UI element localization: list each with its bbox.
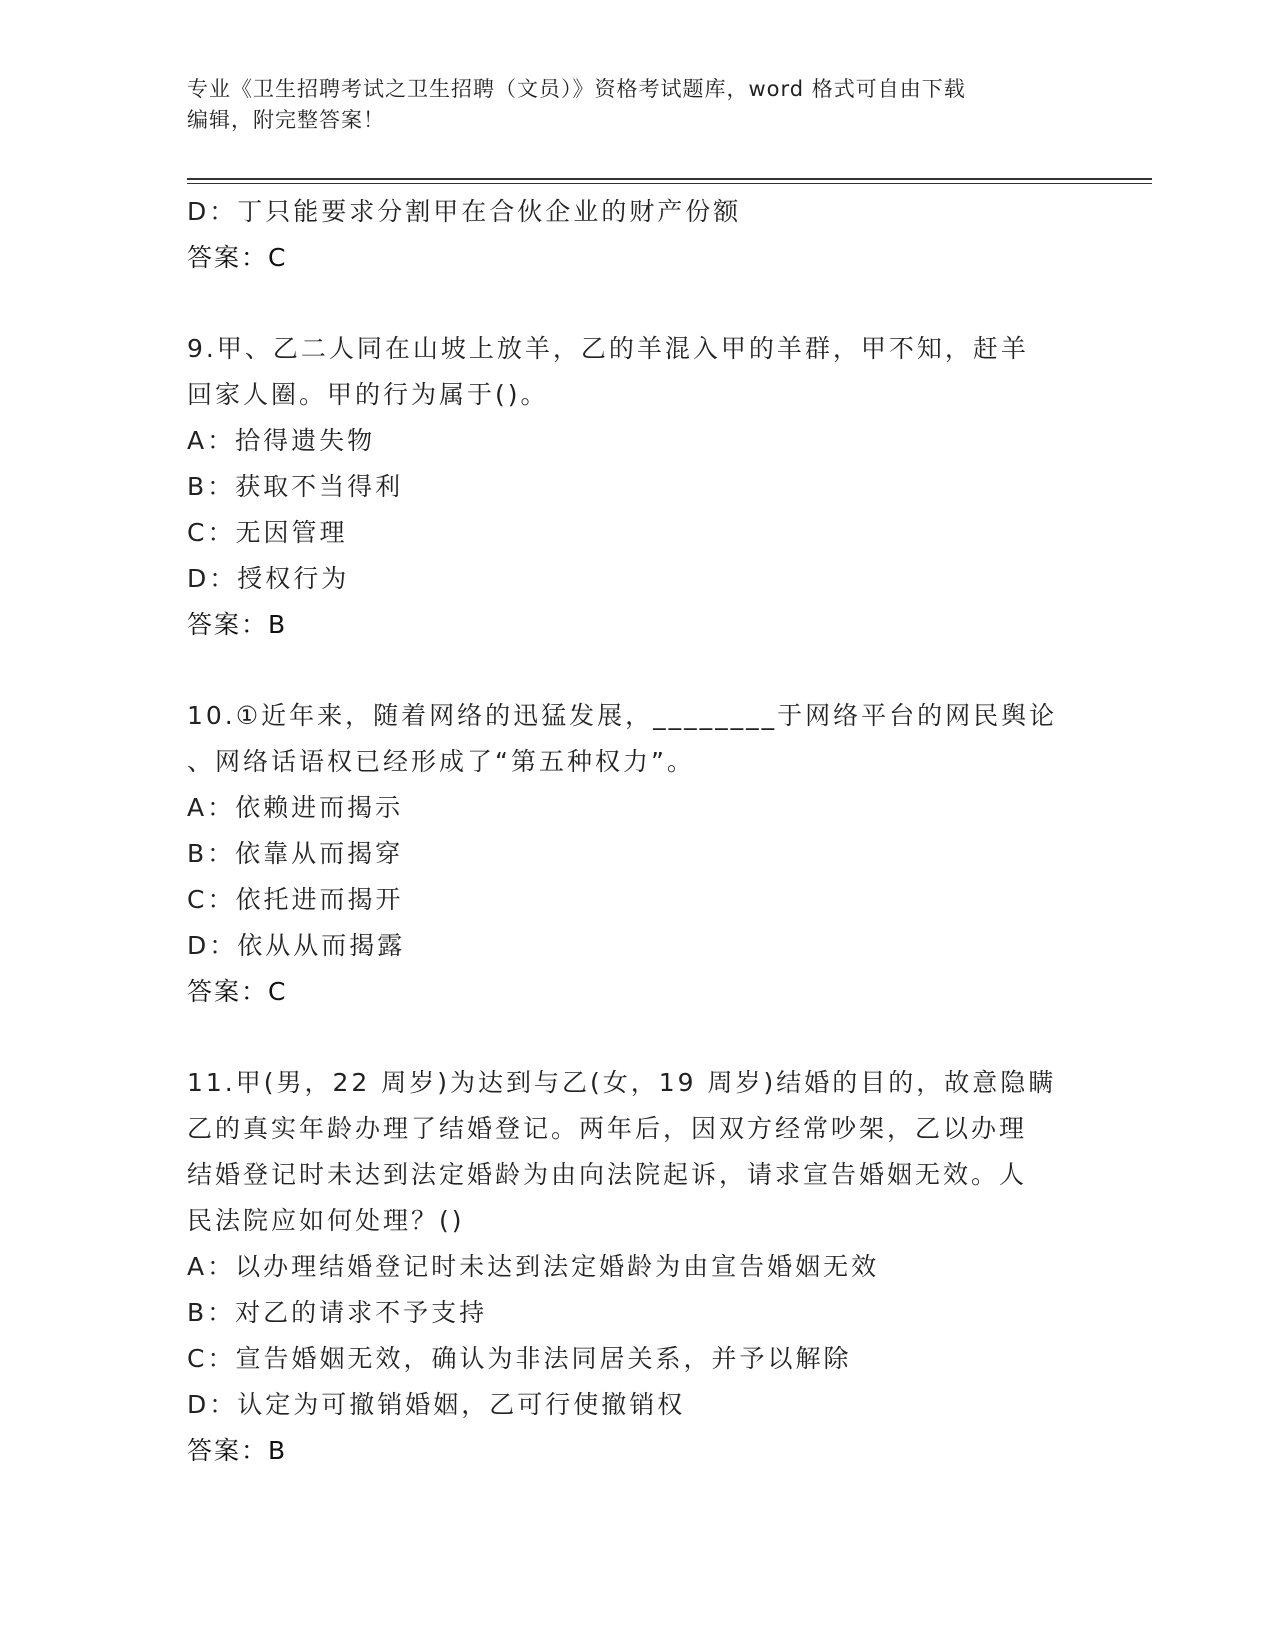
- spacer: [187, 1015, 1087, 1060]
- spacer: [187, 281, 1087, 326]
- answer-previous: 答案：C: [187, 243, 288, 272]
- option-c: C：依托进而揭开: [187, 885, 404, 914]
- answer: 答案：C: [187, 977, 288, 1006]
- question-9: [187, 326, 1087, 648]
- answer: 答案：B: [187, 610, 288, 639]
- question-text-line: 民法院应如何处理？(): [187, 1206, 465, 1235]
- option-b: B：依靠从而揭穿: [187, 839, 404, 868]
- option-c: C：宣告婚姻无效，确认为非法同居关系，并予以解除: [187, 1344, 852, 1373]
- question-10: [187, 693, 1087, 1015]
- option-a: A：以办理结婚登记时未达到法定婚龄为由宣告婚姻无效: [187, 1252, 880, 1281]
- page-header: [187, 74, 1067, 136]
- spacer: [187, 648, 1087, 693]
- option-b: B：获取不当得利: [187, 472, 404, 501]
- option-d: D：认定为可撤销婚姻，乙可行使撤销权: [187, 1390, 686, 1419]
- question-11: [187, 1060, 1087, 1474]
- question-text-line: 回家人圈。甲的行为属于()。: [187, 380, 549, 409]
- answer: 答案：B: [187, 1436, 288, 1465]
- question-text-line: 10.①近年来，随着网络的迅猛发展，________于网络平台的网民舆论: [187, 701, 1058, 730]
- option-d-previous: D：丁只能要求分割甲在合伙企业的财产份额: [187, 197, 742, 226]
- option-d: D：授权行为: [187, 564, 350, 593]
- question-text-line: 9.甲、乙二人同在山坡上放羊，乙的羊混入甲的羊群，甲不知，赶羊: [187, 334, 1029, 363]
- option-d: D：依从从而揭露: [187, 931, 406, 960]
- question-text-line: 11.甲(男，22 周岁)为达到与乙(女，19 周岁)结婚的目的，故意隐瞒: [187, 1068, 1057, 1097]
- header-divider-thin: [187, 183, 1152, 184]
- option-a: A：拾得遗失物: [187, 426, 376, 455]
- header-divider-thick: [187, 178, 1152, 180]
- option-c: C：无因管理: [187, 518, 348, 547]
- question-text-line: 、网络话语权已经形成了“第五种权力”。: [187, 747, 695, 776]
- question-content: [187, 189, 1087, 1474]
- option-b: B：对乙的请求不予支持: [187, 1298, 488, 1327]
- option-a: A：依赖进而揭示: [187, 793, 404, 822]
- question-text-line: 结婚登记时未达到法定婚龄为由向法院起诉，请求宣告婚姻无效。人: [187, 1160, 1028, 1189]
- header-line-2: 编辑，附完整答案！: [187, 108, 385, 132]
- question-text-line: 乙的真实年龄办理了结婚登记。两年后，因双方经常吵架，乙以办理: [187, 1114, 1028, 1143]
- header-line-1: 专业《卫生招聘考试之卫生招聘（文员）》资格考试题库，word 格式可自由下载: [187, 77, 966, 101]
